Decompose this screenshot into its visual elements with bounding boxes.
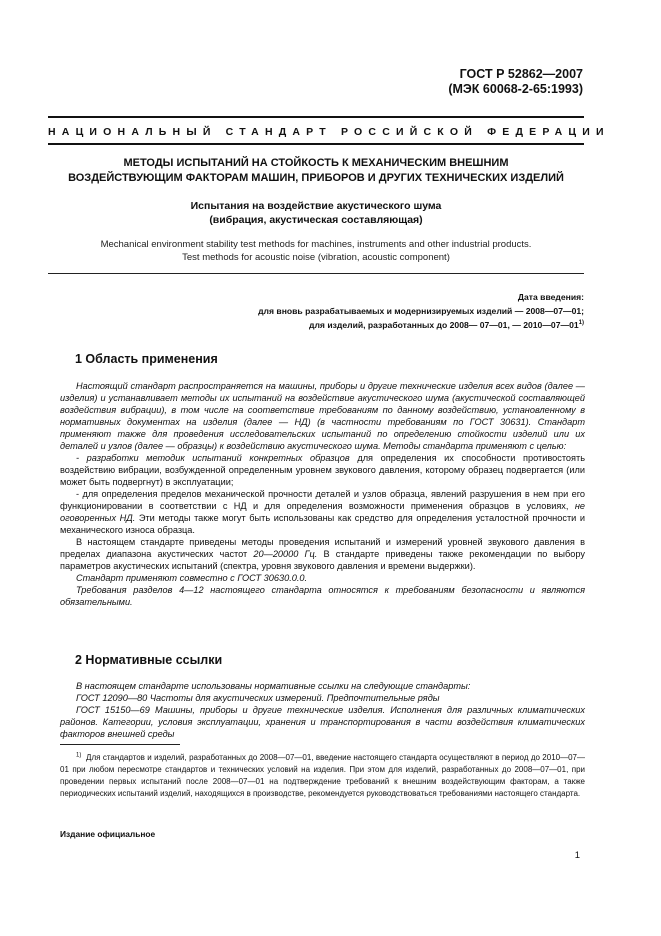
purpose-item-2 (60, 488, 585, 536)
intro-date-label: Дата введения: (517, 292, 584, 302)
footnote-separator (60, 744, 180, 745)
intro-date-line-2-row (258, 318, 584, 332)
section-2-heading: 2 Нормативные ссылки (75, 653, 223, 667)
reference-gost-15150: ГОСТ 15150—69 Машины, приборы и другие технические изделия. Исполнения для различных климатических районов. Категории, условия эксплуатации, хранения и транспортирования в части воздействия климатических факторов внешней среды (60, 705, 585, 739)
subtitle-line-2: (вибрация, акустическая составляющая) (209, 214, 423, 226)
standard-designation (448, 67, 583, 97)
frequency-paragraph (60, 536, 585, 572)
page-number: 1 (574, 850, 580, 861)
gost-number: ГОСТ Р 52862—2007 (459, 67, 583, 81)
footnote (60, 752, 585, 800)
banner-rule (48, 143, 584, 145)
title-line-2: ВОЗДЕЙСТВУЮЩИМ ФАКТОРАМ МАШИН, ПРИБОРОВ И ДРУГИХ ТЕХНИЧЕСКИХ ИЗДЕЛИЙ (68, 172, 564, 184)
title-line-1: МЕТОДЫ ИСПЫТАНИЙ НА СТОЙКОСТЬ К МЕХАНИЧЕСКИМ ВНЕШНИМ (123, 157, 509, 169)
purpose-item-1 (60, 452, 585, 488)
footnote-text: Для стандартов и изделий, разработанных до 2008—07—01, введение настоящего стандарта осуществляют в период до 2010—07—01 при любом пересмотре стандартов и технических условий на изделия. При этом для изделий, разработанных до 2008—07—01, при проведении первых испытаний после 2008—07—01 на подтверждение требований к внешним воздействующим факторам, а также периодических испытаний изделий, находящихся в производстве, рекомендуется руководствоваться требованиями настоящего стандарта. (60, 753, 585, 798)
frequency-text-a: В настоящем стандарте приведены методы проведения испытаний и измерений уровней звукового давления в пределах диапазона акустических частот (60, 537, 585, 559)
english-title (48, 238, 584, 264)
reference-gost-12090: ГОСТ 12090—80 Частоты для акустических измерений. Предпочтительные ряды (76, 693, 440, 703)
purpose-item-1-text: для определения их способности противостоять воздействию вибрации, возбужденной определенным уровнем звукового давления, которому образец подвергается (или может быть подвергнут) в эксплуатации; (60, 453, 585, 487)
intro-date-line-1: для вновь разрабатываемых и модернизируемых изделий — 2008—07—01; (258, 306, 584, 316)
iec-number: (МЭК 60068-2-65:1993) (448, 82, 583, 96)
frequency-text-b: В стандарте приведены также рекомендации по выбору параметров акустических испытаний (спектра, уровня звукового давления и времени выдержки). (60, 549, 586, 571)
footnote-reference: 1) (578, 320, 584, 327)
section-2-body (60, 680, 585, 740)
purpose-item-2-text-b: Эти методы также могут быть использованы как средство для определения усталостной прочности и механического износа образца. (60, 513, 585, 535)
footnote-row (60, 752, 585, 800)
section-1-body (60, 380, 585, 608)
intro-date-line-2: для изделий, разработанных до 2008— 07—01, — 2010—07—01 (309, 320, 579, 330)
frequency-italic: 20—20000 Гц. (253, 549, 318, 559)
national-standard-banner: НАЦИОНАЛЬНЫЙ СТАНДАРТ РОССИЙСКОЙ ФЕДЕРАЦИИ (48, 126, 610, 138)
top-rule (48, 116, 584, 118)
purpose-item-2-italic: не оговоренных НД. (60, 501, 585, 523)
standard-subtitle (48, 199, 584, 227)
requirements-paragraph: Требования разделов 4—12 настоящего стандарта относятся к требованиям безопасности и являются обязательными. (60, 585, 585, 607)
section-1-heading: 1 Область применения (75, 352, 218, 366)
scope-paragraph: Настоящий стандарт распространяется на машины, приборы и другие технические изделия всех видов (далее — изделия) и устанавливает методы их испытаний на воздействие акустического шума (акустической составляющей воздействия вибрации), в том числе на соответствие требованиям по данному воздействию, установленному в нормативных документах на изделия (далее — НД) (в частности требованиям по ГОСТ 30631). Стандарт применяют также для проведения исследовательских испытаний по определению стойкости изделий или их деталей и узлов (далее — образцы) к воздействию акустического шума. Методы стандарта применяют с целью: (60, 381, 585, 451)
english-title-line-1: Mechanical environment stability test methods for machines, instruments and other industrial products. (100, 239, 532, 250)
references-intro: В настоящем стандарте использованы нормативные ссылки на следующие стандарты: (76, 681, 471, 691)
english-title-line-2: Test methods for acoustic noise (vibration, acoustic component) (182, 252, 450, 263)
title-rule (48, 273, 584, 274)
purpose-item-2-text-a: - для определения пределов механической прочности деталей и узлов образца, явлений разрушения в нем при его функционировании в соответствии с НД и для определения возможности применения образцов в условиях, (60, 489, 585, 511)
footnote-mark: 1) (76, 752, 82, 759)
joint-use-paragraph: Стандарт применяют совместно с ГОСТ 30630.0.0. (76, 573, 308, 583)
official-edition-label: Издание официальное (60, 829, 156, 839)
purpose-item-1-italic: - разработки методик испытаний конкретных образцов (76, 453, 350, 463)
standard-title (48, 156, 584, 186)
subtitle-line-1: Испытания на воздействие акустического шума (190, 200, 442, 212)
introduction-date (258, 290, 584, 332)
